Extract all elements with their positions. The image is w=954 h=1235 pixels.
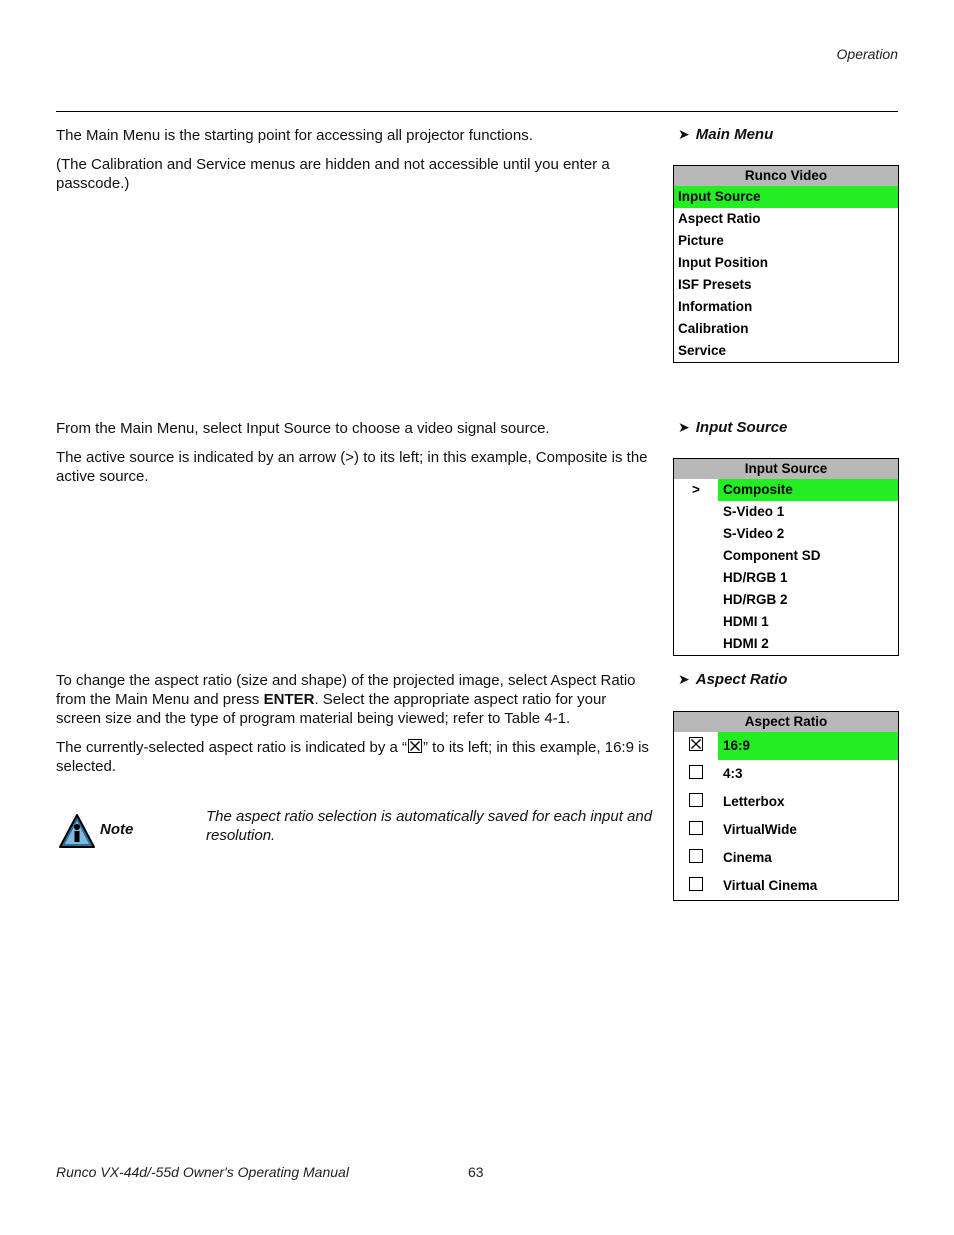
input-source-osd: [673, 458, 899, 656]
note-text: The aspect ratio selection is automatically saved for each input and resolution.: [206, 808, 653, 844]
input-source-intro: From the Main Menu, select Input Source to choose a video signal source.: [56, 420, 550, 437]
osd-item-hd-rgb-1[interactable]: [674, 567, 898, 589]
empty-box-icon: [689, 877, 703, 891]
osd-item-service[interactable]: Service: [678, 343, 727, 358]
osd-item-hdmi-1[interactable]: [674, 611, 898, 633]
aspect-ratio-osd: [673, 711, 899, 901]
osd-item-label: 16:9: [718, 732, 898, 760]
main-menu-note: (The Calibration and Service menus are hidden and not accessible until you enter a passcode.): [56, 156, 610, 192]
aspect-ratio-heading-text: Aspect Ratio: [695, 671, 788, 688]
osd-item-hdmi-2[interactable]: [674, 633, 898, 655]
osd-item-input-source[interactable]: Input Source: [674, 186, 898, 208]
osd-item-virtual-cinema[interactable]: [674, 872, 898, 900]
input-source-detail: The active source is indicated by an arrow (>) to its left; in this example, Composite is the active source.: [56, 449, 648, 485]
osd-item-label: Letterbox: [723, 794, 785, 809]
note-icon: [58, 813, 96, 854]
main-menu-heading-text: Main Menu: [695, 126, 774, 143]
header-rule: [56, 111, 898, 112]
osd-item-label: HDMI 1: [723, 614, 769, 629]
osd-item-label: 4:3: [723, 766, 743, 781]
osd-item-label: S-Video 2: [723, 526, 785, 541]
osd-item-label: Cinema: [723, 850, 772, 865]
osd-item-cinema[interactable]: [674, 844, 898, 872]
osd-item-label: VirtualWide: [723, 822, 797, 837]
empty-box-icon: [689, 849, 703, 863]
osd-item-letterbox[interactable]: [674, 788, 898, 816]
osd-item-label: HD/RGB 2: [723, 592, 788, 607]
main-menu-intro: The Main Menu is the starting point for accessing all projector functions.: [56, 127, 533, 144]
input-source-heading-text: Input Source: [695, 419, 788, 436]
checked-box-icon: [408, 739, 422, 753]
osd-item-information[interactable]: Information: [678, 299, 753, 314]
note-label: Note: [100, 821, 134, 838]
checked-box-icon: [689, 737, 703, 751]
osd-title: Runco Video: [674, 166, 898, 186]
osd-item-virtualwide[interactable]: [674, 816, 898, 844]
osd-item-s-video-2[interactable]: [674, 523, 898, 545]
osd-item-hd-rgb-2[interactable]: [674, 589, 898, 611]
osd-item-4-3[interactable]: [674, 760, 898, 788]
osd-item-label: Composite: [718, 479, 898, 501]
main-menu-heading: [678, 126, 773, 143]
osd-item-composite[interactable]: [674, 479, 898, 501]
empty-box-icon: [689, 821, 703, 835]
input-source-heading: [678, 419, 787, 436]
osd-item-input-position[interactable]: Input Position: [678, 255, 768, 270]
pointer-arrow-icon: ➤: [678, 419, 690, 435]
osd-item-label: HD/RGB 1: [723, 570, 788, 585]
osd-title: Aspect Ratio: [674, 712, 898, 732]
aspect-ratio-detail: The currently-selected aspect ratio is indicated by a “ ” to its left; in this example, 16:9 is selected.: [56, 739, 649, 775]
osd-item-16-9[interactable]: [674, 732, 898, 760]
osd-item-label: Virtual Cinema: [723, 878, 818, 893]
enter-key-label: ENTER: [263, 691, 315, 708]
running-header: Operation: [836, 46, 898, 62]
osd-item-component-sd[interactable]: [674, 545, 898, 567]
osd-item-label: Component SD: [723, 548, 821, 563]
main-menu-osd: [673, 165, 899, 363]
osd-item-aspect-ratio[interactable]: Aspect Ratio: [678, 211, 761, 226]
footer-manual-title: Runco VX-44d/-55d Owner's Operating Manual: [56, 1164, 349, 1180]
osd-item-s-video-1[interactable]: [674, 501, 898, 523]
empty-box-icon: [689, 765, 703, 779]
empty-box-icon: [689, 793, 703, 807]
aspect-ratio-intro: To change the aspect ratio (size and shape) of the projected image, select Aspect Ratio from the Main Menu and press ENTER. Select the appropriate aspect ratio for your screen size and the type of program material being viewed; refer to Table 4-1.: [56, 672, 636, 727]
pointer-arrow-icon: ➤: [678, 671, 690, 687]
osd-item-isf-presets[interactable]: ISF Presets: [678, 277, 752, 292]
aspect-ratio-heading: [678, 671, 787, 688]
osd-title: Input Source: [674, 459, 898, 479]
osd-item-label: HDMI 2: [723, 636, 769, 651]
osd-item-picture[interactable]: Picture: [678, 233, 724, 248]
active-source-marker: >: [674, 479, 718, 501]
page-number: 63: [468, 1164, 484, 1180]
pointer-arrow-icon: ➤: [678, 126, 690, 142]
osd-item-label: S-Video 1: [723, 504, 785, 519]
osd-item-calibration[interactable]: Calibration: [678, 321, 749, 336]
